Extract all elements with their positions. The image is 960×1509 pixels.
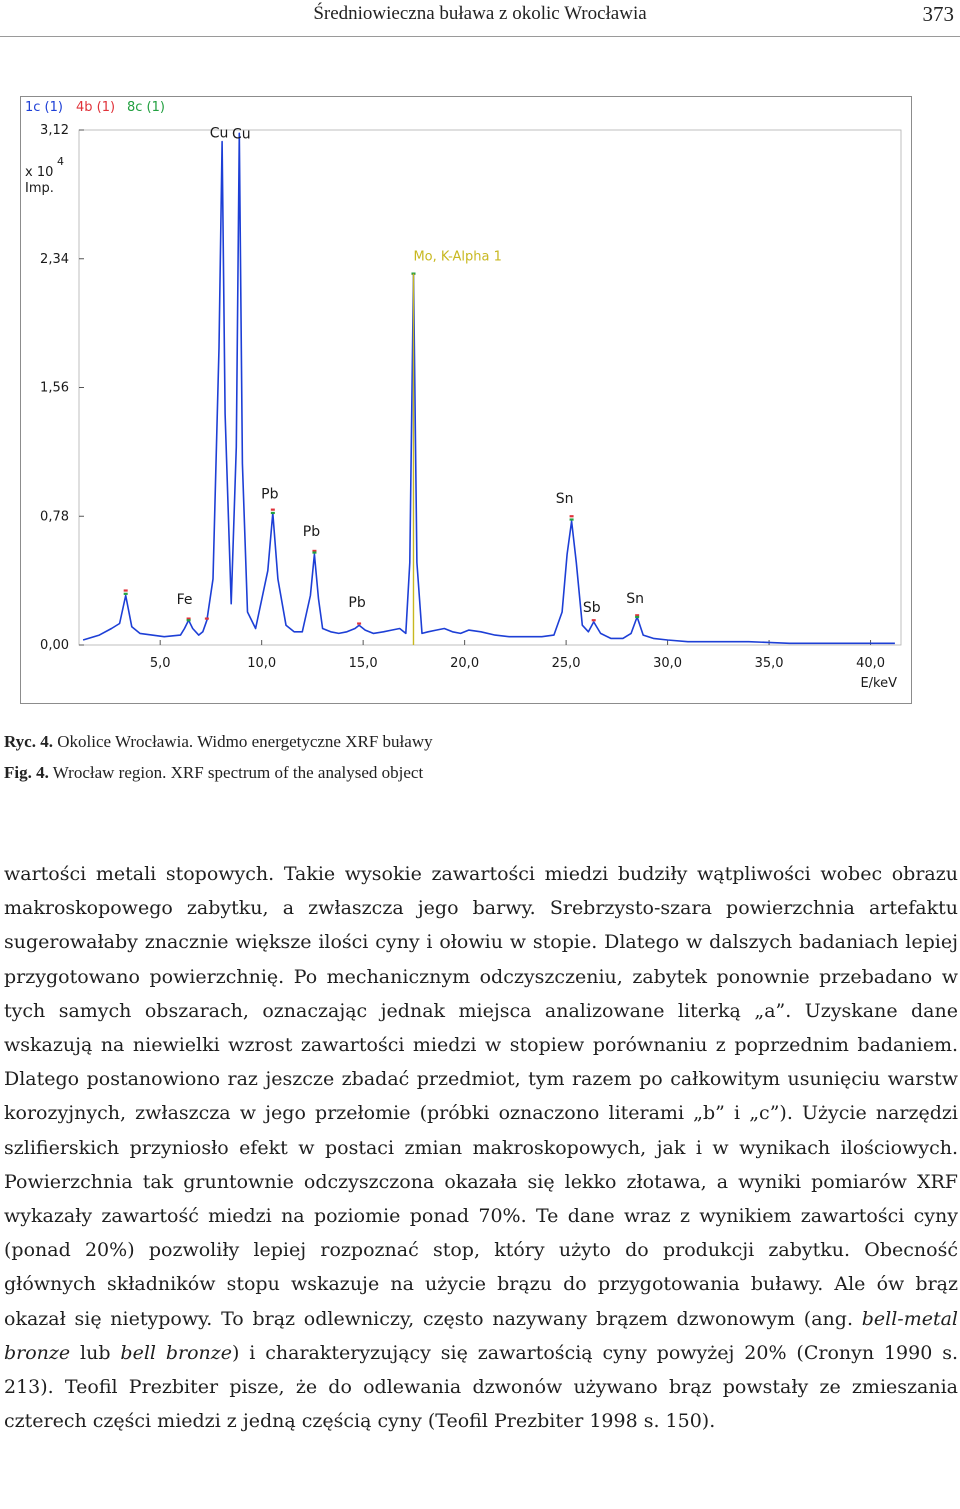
x-tick-label: 25,0	[551, 656, 581, 671]
running-title: Średniowieczna buława z okolic Wrocławia	[313, 3, 647, 24]
y-unit-name: Imp.	[25, 181, 54, 196]
peak-label: Sb	[582, 599, 601, 616]
legend-entry-2: 4b (1)	[76, 100, 116, 115]
x-axis-label: E/keV	[860, 676, 897, 691]
x-tick-label: 20,0	[450, 656, 480, 671]
y-unit-exponent: 4	[57, 155, 64, 168]
figure-caption-polish	[4, 732, 433, 752]
term-bell-metal-bronze: bell-metal bronze	[4, 1307, 958, 1364]
xrf-spectrum-figure	[20, 96, 912, 704]
body-paragraph	[4, 857, 958, 1438]
peak-label: Sn	[626, 590, 645, 607]
peak-label: Sn	[555, 491, 574, 508]
y-tick-label: 3,12	[40, 123, 69, 138]
peak-label: Cu	[232, 126, 251, 143]
body-text-part-1: wartości metali stopowych. Takie wysokie zawartości miedzi budziły wątpliwości wobec obrazu makroskopowego zabytku, a zwłaszcza jego barwy. Srebrzysto-szara powierzchnia artefaktu sugerowałaby znacznie większe ilości cyny i ołowiu w stopie. Dlatego w dalszych badaniach lepiej przygotowano powierzchnię. Po mechanicznym odczyszczeniu, zabytek ponownie przebadano w tych samych obszarach, oznaczając jednak miejsca analizowane literką „a”. Uzyskane dane wskazują na niewielki wzrost zawartości miedzi w stopiew porównaniu z poprzednim badaniem. Dlatego postanowiono raz jeszcze zbadać przedmiot, tym razem po całkowitym usunięciu warstw korozyjnych, zwłaszcza w jego przełomie (próbki oznaczono literami „b” i „c”). Użycie narzędzi szlifierskich przyniosło efekt w postaci zmian makroskopowych, jak i w wynikach ilościowych. Powierzchnia tak gruntownie odczyszczona okazała się lekko złotawa, a wyniki pomiarów XRF wykazały zawartość miedzi na poziomie ponad 70%. Te dane wraz z wynikiem zawartości cyny (ponad 20%) pozwoliły lepiej rozpoznać stop, który użyto do produkcji zabytku. Obecność głównych składników stopu wskazuje na użycie brązu do przygotowania buławy. Ale ów brąz okazał się nietypowy. To brąz odlewniczy, często nazywany brązem dzwonowym (ang.	[4, 863, 958, 1330]
peak-label: Mo, K-Alpha 1	[413, 249, 502, 265]
peak-label: Pb	[302, 524, 321, 541]
page-number: 373	[922, 2, 954, 26]
x-tick-label: 35,0	[754, 656, 784, 671]
peak-label: Fe	[176, 591, 193, 608]
xrf-spectrum-chart	[21, 97, 911, 703]
y-tick-label: 2,34	[40, 251, 69, 267]
x-tick-label: 40,0	[856, 656, 886, 671]
caption-label-english: Fig. 4.	[4, 763, 49, 782]
caption-label-polish: Ryc. 4.	[4, 732, 53, 751]
peak-label: Pb	[261, 486, 279, 503]
term-bell-bronze: bell bronze	[120, 1341, 233, 1364]
legend-entry-3: 8c (1)	[127, 100, 165, 115]
body-text-part-2: lub	[70, 1341, 121, 1364]
caption-text-polish: Okolice Wrocławia. Widmo energetyczne XRF buławy	[52, 732, 433, 751]
x-tick-label: 10,0	[247, 656, 277, 671]
peak-label: Pb	[348, 595, 366, 612]
y-tick-label: 0,00	[40, 638, 69, 653]
y-tick-label: 0,78	[40, 509, 69, 525]
running-header	[0, 0, 960, 37]
x-tick-label: 5,0	[149, 656, 171, 671]
caption-text-english: Wrocław region. XRF spectrum of the analysed object	[48, 763, 424, 782]
x-tick-label: 30,0	[653, 656, 683, 671]
peak-label: Cu	[209, 125, 229, 142]
x-tick-label: 15,0	[348, 656, 378, 671]
legend-entry-1: 1c (1)	[25, 100, 63, 115]
figure-caption-english	[4, 763, 423, 783]
y-tick-label: 1,56	[40, 380, 69, 396]
plot-area	[79, 130, 901, 645]
body-text-part-3: ) i charakteryzujący się zawartością cyny powyżej 20% (Cronyn 1990 s. 213). Teofil Prezbiter pisze, że do odlewania dzwonów używano brąz powstały ze zmieszania czterech części miedzi z jedną częścią cyny (Teofil Prezbiter 1998 s. 150).	[4, 1341, 958, 1433]
y-unit-label: x 10	[25, 165, 54, 180]
